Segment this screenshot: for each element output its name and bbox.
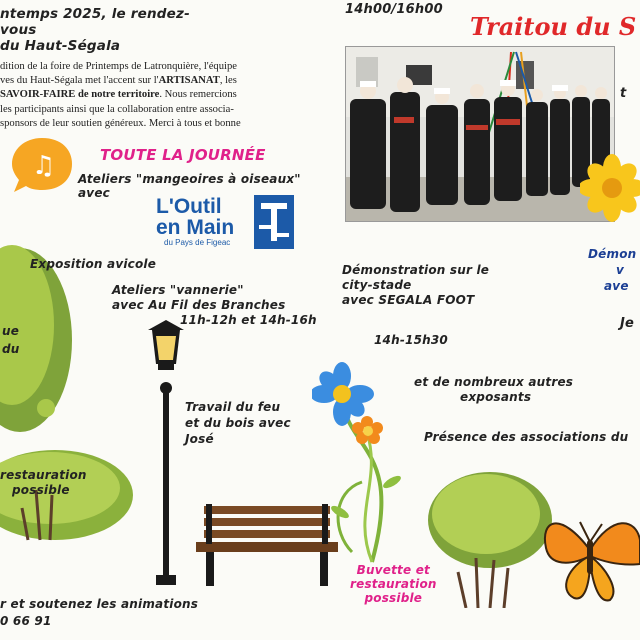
ateliers-oiseaux-line1: Ateliers "mangeoires à oiseaux": [78, 172, 301, 186]
street-lamp-icon: [146, 320, 186, 592]
right-blue-line2: v: [616, 263, 625, 277]
intro-c2: . Nous remercions: [159, 89, 237, 101]
intro-line-b: [0, 74, 300, 88]
right-t-fragment: t: [620, 86, 627, 101]
intro-line-d: les participants ainsi que la collaboration entre associa-: [0, 103, 234, 115]
dancers-photo-illustration: [346, 47, 614, 221]
vannerie-line1: Ateliers "vannerie": [112, 283, 244, 297]
ateliers-vannerie: [112, 283, 317, 328]
intro-c-bold: SAVOIR-FAIRE de notre territoire: [0, 89, 160, 101]
logo-line1: L'Outil: [156, 195, 222, 218]
intro-paragraph: [0, 60, 300, 131]
resto-left-line1: restauration: [0, 468, 87, 482]
logo-line2: en Main: [156, 216, 235, 239]
left-fragment-1: ue: [2, 324, 20, 338]
feu-line2: et du bois avec: [185, 416, 291, 430]
ateliers-oiseaux-line2: avec: [78, 186, 110, 200]
restauration-left: [0, 468, 87, 498]
vannerie-line3: 11h-12h et 14h-16h: [180, 313, 317, 327]
resto-left-line2: possible: [12, 483, 70, 497]
intro-line-e: sponsors de leur soutien généreux. Merci à tous et bonne: [0, 117, 241, 129]
demo-line3: avec SEGALA FOOT: [342, 293, 475, 307]
logo-line3: du Pays de Figeac: [164, 238, 231, 247]
outil-logo-icon: [254, 195, 294, 249]
dancers-photo: [345, 46, 615, 222]
feu-line1: Travail du feu: [185, 400, 281, 414]
demo-line2: city-stade: [342, 278, 412, 292]
presence-associations: Présence des associations du: [424, 430, 629, 444]
right-blue-line3: ave: [604, 279, 629, 293]
autres-line2: exposants: [460, 390, 532, 404]
autres-exposants: [414, 375, 573, 405]
intro-title: [0, 6, 215, 54]
bottom-text-2: 0 66 91: [0, 614, 52, 628]
demo-line1: Démonstration sur le: [342, 263, 490, 277]
right-je-fragment: Je: [620, 316, 635, 331]
vannerie-line2: avec Au Fil des Branches: [112, 298, 286, 312]
music-note-icon: [10, 134, 74, 196]
intro-b1: ves du Haut-Ségala met l'accent sur l': [0, 75, 159, 87]
bottom-text-1: r et soutenez les animations: [0, 597, 199, 611]
intro-b-bold: ARTISANAT: [158, 75, 220, 87]
left-fragment-2: du: [2, 342, 20, 356]
toute-la-journee-title: TOUTE LA JOURNÉE: [100, 146, 266, 164]
buvette-line1: Buvette et: [356, 563, 430, 577]
autres-line1: et de nombreux autres: [414, 375, 574, 389]
traitou-title: Traitou du S: [470, 12, 637, 41]
exposition-avicole: Exposition avicole: [30, 257, 157, 271]
flowers-illustration: [312, 362, 422, 572]
demo-city-stade: [342, 263, 489, 308]
buvette-line3: possible: [364, 591, 423, 605]
buvette-line2: restauration: [350, 577, 437, 591]
butterfly-icon: [540, 500, 640, 610]
right-demo-fragment: [588, 246, 636, 294]
demo-time: 14h-15h30: [374, 333, 448, 347]
svg-text:♫: ♫: [32, 151, 56, 181]
intro-title-line2: du Haut-Ségala: [0, 38, 121, 54]
right-blue-line1: Démon: [588, 247, 637, 261]
outil-en-main-logo: [156, 196, 234, 247]
buvette-restauration: [350, 563, 437, 605]
intro-line-a: dition de la foire de Printemps de Latronquière, l'équipe: [0, 61, 237, 72]
feu-line3: José: [185, 432, 214, 446]
sunflower-icon: [580, 150, 640, 230]
decor-right-bush: [428, 468, 558, 608]
travail-feu-bois: [185, 399, 291, 447]
intro-title-line1: ntemps 2025, le rendez-vous: [0, 6, 190, 38]
intro-line-c: [0, 88, 300, 102]
top-time: 14h00/16h00: [345, 2, 443, 17]
intro-b2: , les: [219, 75, 237, 87]
